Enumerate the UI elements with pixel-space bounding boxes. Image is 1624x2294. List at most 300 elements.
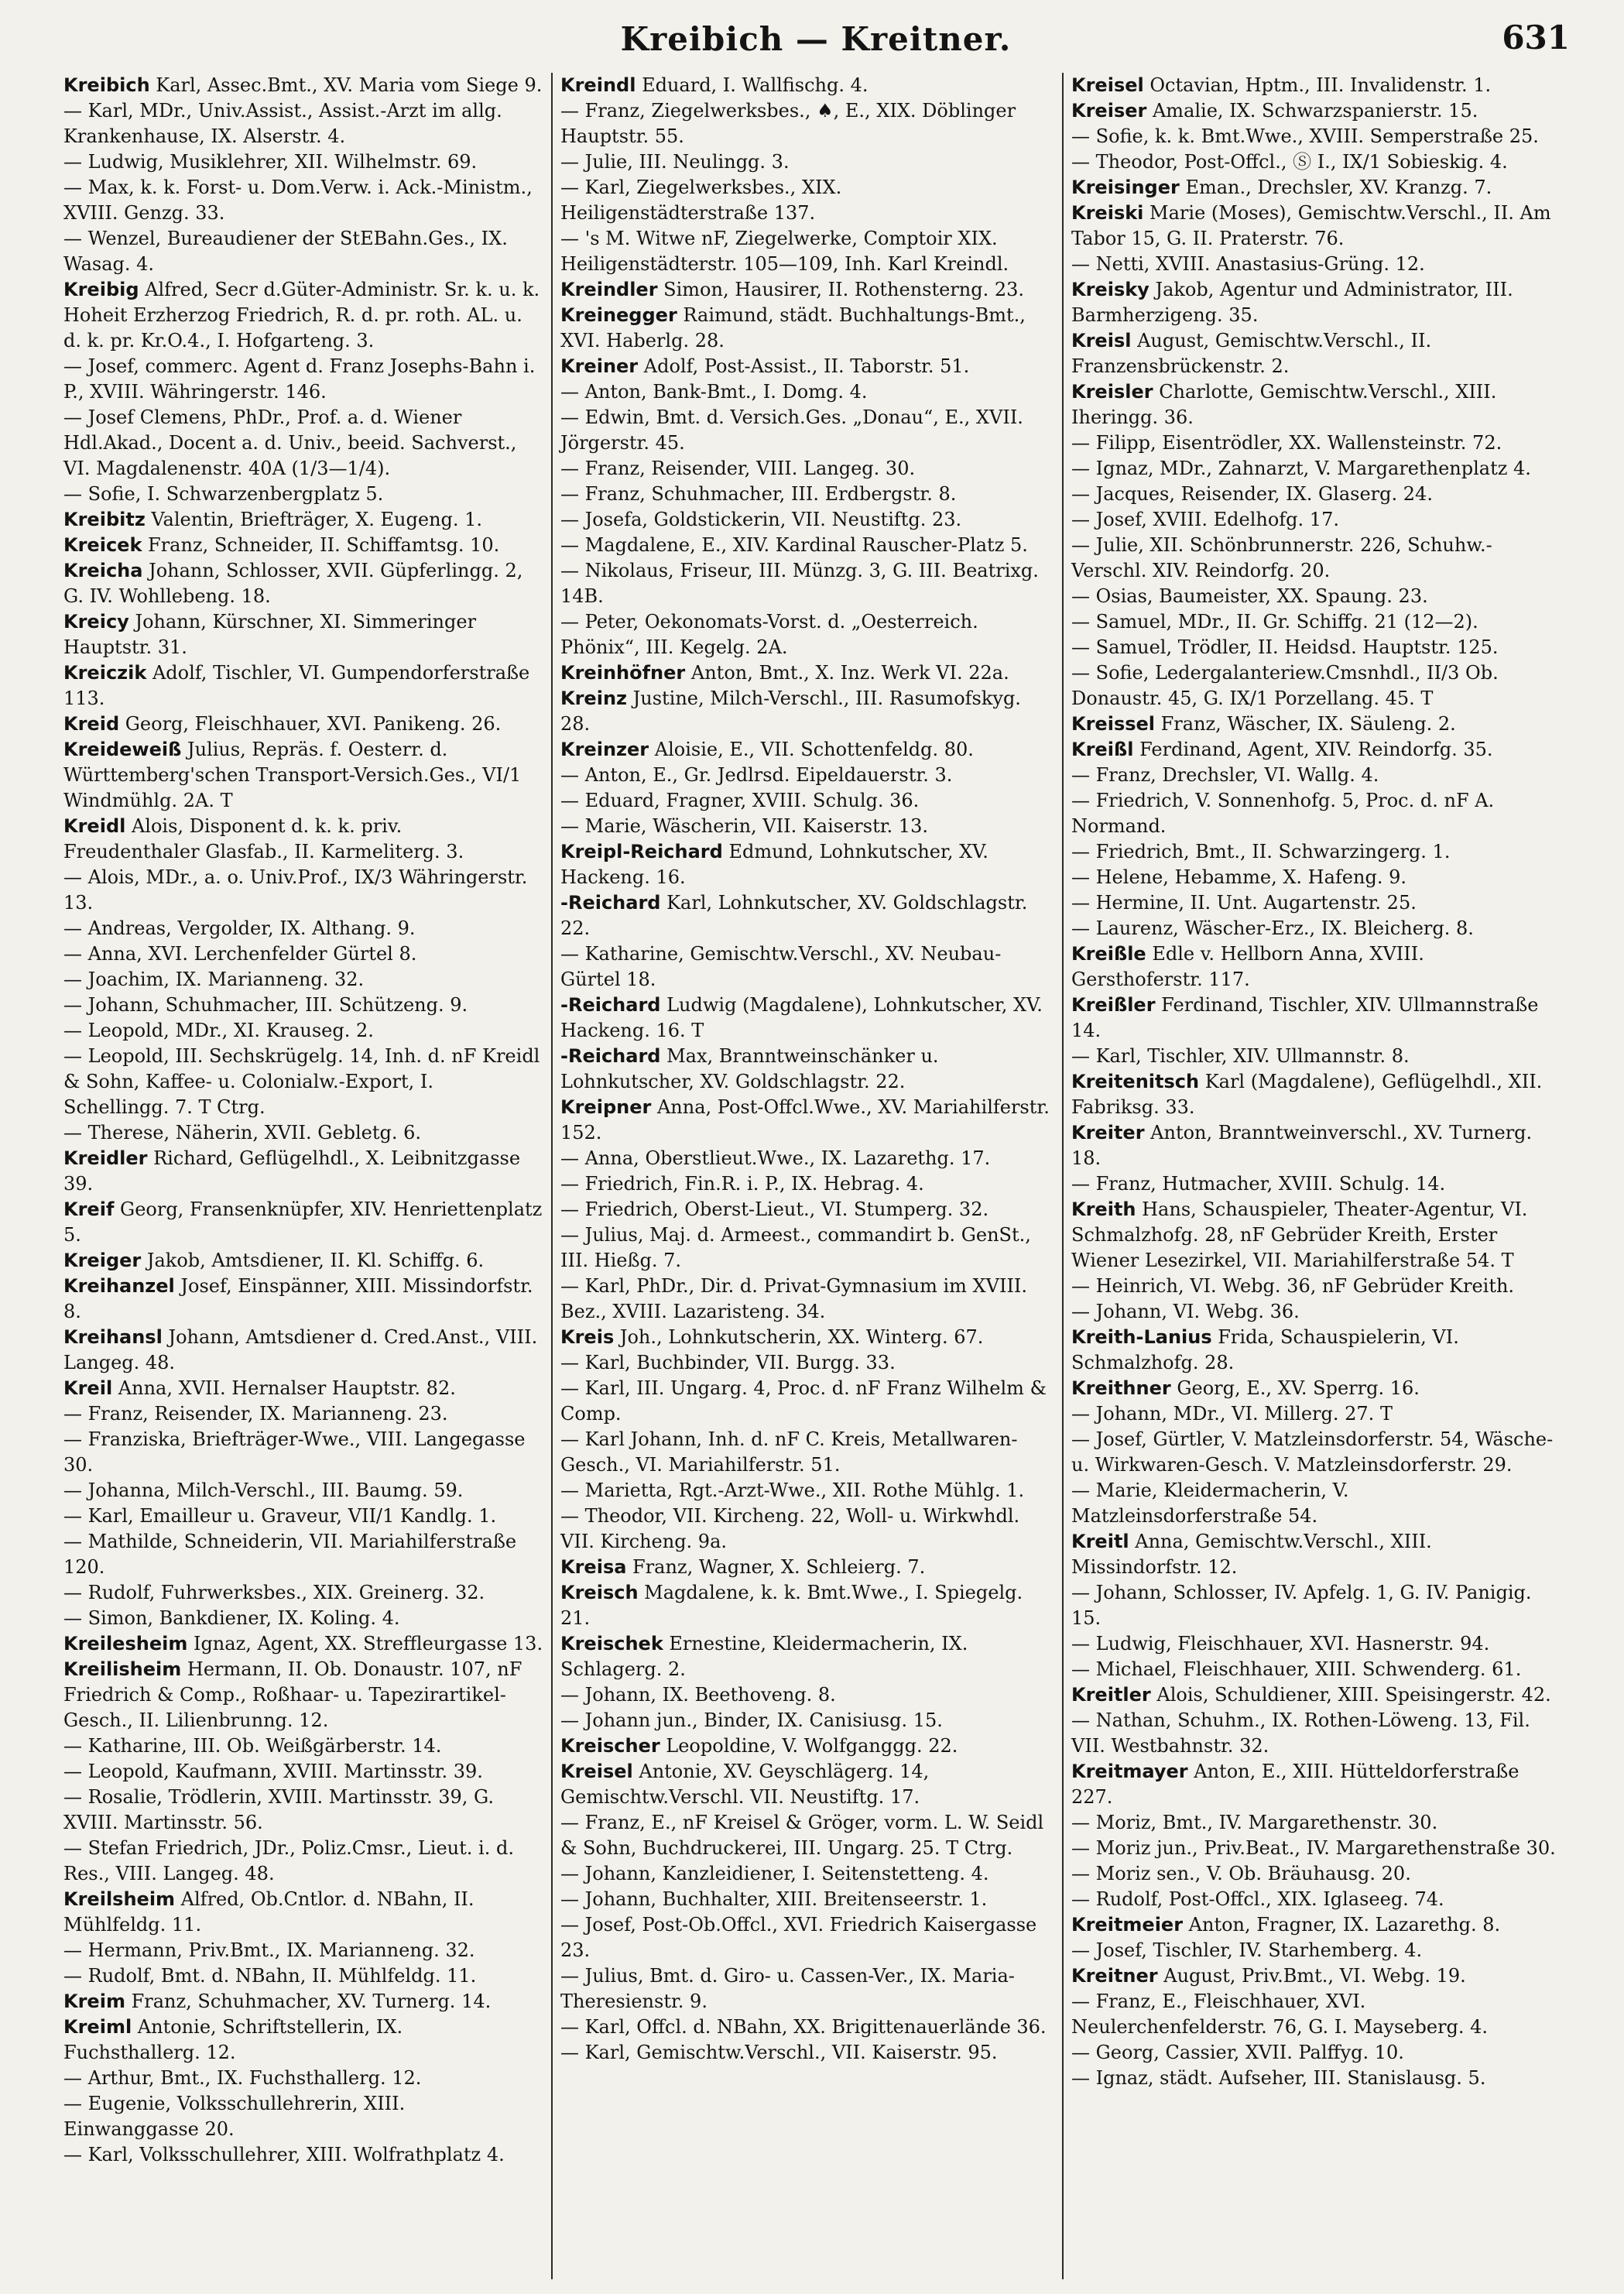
entry-details: — Karl, Emailleur u. Graveur, VII/1 Kandlg. 1. [63, 1505, 497, 1527]
entry-surname: Kreiml [63, 2016, 132, 2038]
directory-entry [1071, 533, 1561, 584]
directory-entry [1071, 1912, 1561, 1938]
directory-entry [63, 1785, 543, 1836]
entry-details: Octavian, Hptm., III. Invalidenstr. 1. [1143, 74, 1492, 96]
entry-details: Valentin, Briefträger, X. Eugeng. 1. [145, 509, 483, 530]
directory-entry [1071, 277, 1561, 328]
entry-details: Frida, Schauspielerin, VI. Schmalzhofg. 28. [1071, 1326, 1459, 1373]
entry-details: Marie (Moses), Gemischtw.Verschl., II. Am Tabor 15, G. II. Praterstr. 76. [1071, 202, 1551, 249]
entry-details: — Johanna, Milch-Verschl., III. Baumg. 59. [63, 1480, 464, 1501]
entry-surname: Kreitmeier [1071, 1914, 1184, 1936]
entry-details: Georg, Fleischhauer, XVI. Panikeng. 26. [119, 713, 502, 735]
directory-entry [1071, 1171, 1561, 1197]
directory-entry [560, 1376, 1054, 1427]
entry-surname: Kreibich [63, 74, 150, 96]
entry-surname: -Reichard [560, 892, 661, 914]
directory-entry [1071, 379, 1561, 430]
entry-details: — Sofie, k. k. Bmt.Wwe., XVIII. Semperstraße 25. [1071, 125, 1539, 147]
directory-entry [63, 149, 543, 175]
entry-details: Julius, Repräs. f. Oesterr. d. Württemberg'schen Transport-Versich.Ges., VI/1 Windmühlg. 2A. T [63, 739, 522, 811]
entry-details: Franz, Wagner, X. Schleierg. 7. [626, 1556, 926, 1578]
entry-details: Hermann, II. Ob. Donaustr. 107, nF Friedrich & Comp., Roßhaar- u. Tapezirartikel-Gesch., II. Lilienbrunng. 12. [63, 1658, 522, 1731]
directory-entry [1071, 788, 1561, 839]
directory-entry [63, 1836, 543, 1887]
entry-details: Jakob, Agentur und Administrator, III. Barmherzigeng. 35. [1071, 279, 1513, 326]
entry-details: — Rosalie, Trödlerin, XVIII. Martinsstr. 39, G. XVIII. Martinsstr. 56. [63, 1786, 494, 1833]
directory-entry [560, 2040, 1054, 2066]
directory-entry [1071, 635, 1561, 660]
entry-details: — Joachim, IX. Marianneng. 32. [63, 969, 365, 990]
entry-surname: Kreibitz [63, 509, 146, 530]
directory-entry [560, 890, 1054, 941]
entry-details: Richard, Geflügelhdl., X. Leibnitzgasse 39. [63, 1147, 521, 1195]
directory-entry [63, 1938, 543, 1963]
directory-entry [1071, 1836, 1561, 1861]
entry-details: — Eugenie, Volksschullehrerin, XIII. Einwanggasse 20. [63, 2093, 406, 2140]
entry-details: Ludwig (Magdalene), Lohnkutscher, XV. Hackeng. 16. T [560, 994, 1043, 1041]
entry-details: Justine, Milch-Verschl., III. Rasumofskyg. 28. [560, 688, 1021, 735]
directory-entry [560, 993, 1054, 1044]
directory-entry [1071, 73, 1561, 98]
directory-entry [1071, 993, 1561, 1044]
directory-entry [1071, 763, 1561, 788]
entry-surname: Kreischer [560, 1735, 660, 1757]
entry-details: — Johann, Schlosser, IV. Apfelg. 1, G. IV. Panigig. 15. [1071, 1582, 1532, 1629]
directory-entry [63, 98, 543, 149]
directory-entry [560, 1222, 1054, 1274]
entry-details: — Julie, XII. Schönbrunnerstr. 226, Schuhw.-Verschl. XIV. Reindorfg. 20. [1071, 534, 1492, 581]
entry-surname: Kreicek [63, 534, 142, 556]
directory-entry [63, 1120, 543, 1146]
entry-details: Karl (Magdalene), Geflügelhdl., XII. Fabriksg. 33. [1071, 1071, 1543, 1118]
entry-details: — Alois, MDr., a. o. Univ.Prof., IX/3 Währingerstr. 13. [63, 866, 528, 914]
directory-entry [1071, 1044, 1561, 1069]
directory-entry [560, 507, 1054, 533]
entry-details: — Theodor, Post-Offcl., Ⓢ I., IX/1 Sobieskig. 4. [1071, 151, 1508, 173]
directory-entry [1071, 1708, 1561, 1759]
entry-details: — Netti, XVIII. Anastasius-Grüng. 12. [1071, 253, 1425, 275]
entry-details: — Marietta, Rgt.-Arzt-Wwe., XII. Rothe Mühlg. 1. [560, 1480, 1025, 1501]
directory-entry [560, 1887, 1054, 1912]
directory-entry [63, 1018, 543, 1044]
directory-entry [1071, 584, 1561, 609]
directory-entry [1071, 507, 1561, 533]
directory-entry [1071, 1759, 1561, 1810]
directory-entry [1071, 737, 1561, 763]
entry-details: — Julius, Bmt. d. Giro- u. Cassen-Ver., IX. Maria-Theresienstr. 9. [560, 1965, 1015, 2012]
entry-surname: Kreis [560, 1326, 615, 1348]
directory-entry [1071, 1810, 1561, 1836]
entry-details: — Johann, Buchhalter, XIII. Breitenseerstr. 1. [560, 1888, 988, 1910]
directory-entry [560, 1350, 1054, 1376]
entry-details: Ernestine, Kleidermacherin, IX. Schlagerg. 2. [560, 1633, 968, 1680]
entry-details: — Karl, III. Ungarg. 4, Proc. d. nF Franz Wilhelm & Comp. [560, 1377, 1047, 1425]
entry-details: Ignaz, Agent, XX. Streffleurgasse 13. [187, 1633, 543, 1654]
entry-details: — Karl, MDr., Univ.Assist., Assist.-Arzt im allg. Krankenhause, IX. Alserstr. 4. [63, 100, 502, 147]
directory-entry [1071, 201, 1561, 252]
directory-entry [1071, 175, 1561, 201]
entry-details: — Eduard, Fragner, XVIII. Schulg. 36. [560, 790, 920, 811]
entry-details: — Julie, III. Neulingg. 3. [560, 151, 790, 173]
directory-entry [63, 354, 543, 405]
entry-surname: Kreidler [63, 1147, 148, 1169]
entry-details: — Anton, Bank-Bmt., I. Domg. 4. [560, 381, 868, 403]
directory-entry [1071, 1427, 1561, 1478]
directory-entry [63, 737, 543, 814]
entry-details: Antonie, Schriftstellerin, IX. Fuchsthallerg. 12. [63, 2016, 403, 2063]
entry-details: Max, Branntweinschänker u. Lohnkutscher, XV. Goldschlagstr. 22. [560, 1045, 939, 1092]
directory-entry [560, 1733, 1054, 1759]
entry-surname: Kreißl [1071, 739, 1134, 760]
directory-entry [63, 2091, 543, 2142]
entry-details: — Franz, Reisender, IX. Marianneng. 23. [63, 1403, 448, 1425]
entry-details: Franz, Schuhmacher, XV. Turnerg. 14. [125, 1991, 492, 2012]
directory-entry [1071, 1376, 1561, 1401]
entry-details: — Leopold, III. Sechskrügelg. 14, Inh. d. nF Kreidl & Sohn, Kaffee- u. Colonialw.-Export, I. Schellingg. 7. T Ctrg. [63, 1045, 540, 1118]
entry-details: Alois, Schuldiener, XIII. Speisingerstr. 42. [1150, 1684, 1551, 1706]
entry-details: Edmund, Lohnkutscher, XV. Hackeng. 16. [560, 841, 988, 888]
directory-entry [63, 865, 543, 916]
entry-details: Alfred, Secr d.Güter-Administr. Sr. k. u. k. Hoheit Erzherzog Friedrich, R. d. pr. roth. AL. u. d. k. pr. Kr.O.4., I. Hofgarteng. 3. [63, 279, 540, 351]
entry-surname: Kreiner [560, 355, 639, 377]
directory-entry [560, 456, 1054, 482]
entry-surname: Kreideweiß [63, 739, 182, 760]
entry-details: Leopoldine, V. Wolfganggg. 22. [660, 1735, 958, 1757]
entry-details: — Jacques, Reisender, IX. Glaserg. 24. [1071, 483, 1433, 505]
entry-details: — Friedrich, Bmt., II. Schwarzingerg. 1. [1071, 841, 1451, 862]
directory-entry [63, 660, 543, 712]
directory-columns [56, 73, 1568, 2279]
entry-details: — Heinrich, VI. Webg. 36, nF Gebrüder Kreith. [1071, 1275, 1515, 1297]
entry-details: — Therese, Näherin, XVII. Gebletg. 6. [63, 1122, 421, 1144]
entry-details: — Friedrich, Fin.R. i. P., IX. Hebrag. 4. [560, 1173, 924, 1195]
directory-entry [63, 1887, 543, 1938]
directory-entry [560, 1197, 1054, 1222]
entry-details: — Magdalene, E., XIV. Kardinal Rauscher-Platz 5. [560, 534, 1028, 556]
entry-details: — Filipp, Eisentrödler, XX. Wallensteinstr. 72. [1071, 432, 1502, 454]
entry-details: — Sofie, Ledergalanteriew.Cmsnhdl., II/3 Ob. Donaustr. 45, G. IX/1 Porzellang. 45. T [1071, 662, 1499, 709]
entry-details: — Leopold, Kaufmann, XVIII. Martinsstr. 39. [63, 1761, 483, 1782]
entry-surname: Kreihansl [63, 1326, 163, 1348]
directory-entry [63, 533, 543, 558]
entry-details: — Anna, Oberstlieut.Wwe., IX. Lazarethg. 17. [560, 1147, 991, 1169]
directory-entry [63, 507, 543, 533]
directory-entry [560, 1504, 1054, 1555]
entry-surname: Kreisel [560, 1761, 633, 1782]
directory-entry [560, 482, 1054, 507]
directory-entry [1071, 1478, 1561, 1529]
entry-surname: Kreisinger [1071, 177, 1180, 198]
entry-details: — Simon, Bankdiener, IX. Koling. 4. [63, 1607, 400, 1629]
entry-details: — Franz, E., Fleischhauer, XVI. Neulerchenfelderstr. 76, G. I. Mayseberg. 4. [1071, 1991, 1489, 2038]
entry-details: Johann, Amtsdiener d. Cred.Anst., VIII. Langeg. 48. [63, 1326, 538, 1373]
entry-details: — Josef, Post-Ob.Offcl., XVI. Friedrich Kaisergasse 23. [560, 1914, 1037, 1961]
directory-entry [560, 1759, 1054, 1810]
directory-entry [63, 1248, 543, 1274]
directory-entry [63, 2142, 543, 2168]
entry-details: — Josef Clemens, PhDr., Prof. a. d. Wiener Hdl.Akad., Docent a. d. Univ., beeid. Sachverst., VI. Magdalenenstr. 40A (1/3—1/4). [63, 406, 517, 479]
entry-details: Josef, Einspänner, XIII. Missindorfstr. 8. [63, 1275, 533, 1322]
entry-details: — Edwin, Bmt. d. Versich.Ges. „Donau“, E., XVII. Jörgerstr. 45. [560, 406, 1023, 454]
entry-details: — Marie, Kleidermacherin, V. Matzleinsdorferstraße 54. [1071, 1480, 1349, 1527]
directory-entry [560, 405, 1054, 456]
entry-details: Georg, E., XV. Sperrg. 16. [1170, 1377, 1420, 1399]
entry-surname: Kreißler [1071, 994, 1156, 1016]
directory-entry [1071, 1529, 1561, 1580]
entry-surname: Kreitmayer [1071, 1761, 1188, 1782]
entry-details: — 's M. Witwe nF, Ziegelwerke, Comptoir XIX. Heiligenstädterstr. 105—109, Inh. Karl Kreindl. [560, 228, 1009, 275]
directory-entry [1071, 712, 1561, 737]
directory-entry [560, 1274, 1054, 1325]
entry-details: — Samuel, Trödler, II. Heidsd. Hauptstr. 125. [1071, 636, 1499, 658]
directory-entry [1071, 1887, 1561, 1912]
entry-details: — Johann jun., Binder, IX. Canisiusg. 15. [560, 1709, 943, 1731]
directory-entry [1071, 482, 1561, 507]
entry-details: — Michael, Fleischhauer, XIII. Schwenderg. 61. [1071, 1658, 1522, 1680]
entry-surname: Kreihanzel [63, 1275, 175, 1297]
directory-entry [1071, 1657, 1561, 1682]
directory-entry [560, 788, 1054, 814]
entry-details: — Karl, Offcl. d. NBahn, XX. Brigittenauerlände 36. [560, 2016, 1047, 2038]
entry-surname: Kreinhöfner [560, 662, 686, 684]
entry-details: Adolf, Tischler, VI. Gumpendorferstraße 113. [63, 662, 530, 709]
entry-surname: Kreitler [1071, 1684, 1151, 1706]
entry-details: Edle v. Hellborn Anna, XVIII. Gersthoferstr. 117. [1071, 943, 1424, 990]
directory-entry [1071, 2066, 1561, 2091]
entry-details: — Josef, commerc. Agent d. Franz Josephs-Bahn i. P., XVIII. Währingerstr. 146. [63, 355, 536, 403]
directory-column-2 [551, 73, 1062, 2279]
entry-details: Anna, Gemischtw.Verschl., XIII. Missindorfstr. 12. [1071, 1531, 1432, 1578]
entry-details: — Katharine, III. Ob. Weißgärberstr. 14. [63, 1735, 442, 1757]
directory-entry [1071, 1631, 1561, 1657]
entry-surname: Kreipner [560, 1096, 652, 1118]
entry-details: — Franziska, Briefträger-Wwe., VIII. Langegasse 30. [63, 1428, 526, 1476]
directory-entry [560, 277, 1054, 303]
directory-entry [63, 1657, 543, 1733]
directory-entry [560, 2015, 1054, 2040]
entry-details: — Rudolf, Bmt. d. NBahn, II. Mühlfeldg. 11. [63, 1965, 477, 1987]
directory-entry [560, 609, 1054, 660]
entry-details: Anton, Fragner, IX. Lazarethg. 8. [1183, 1914, 1501, 1936]
entry-details: — Ludwig, Fleischhauer, XVI. Hasnerstr. 94. [1071, 1633, 1490, 1654]
directory-entry [560, 1963, 1054, 2015]
entry-details: — Franz, Schuhmacher, III. Erdbergstr. 8. [560, 483, 957, 505]
directory-entry [560, 814, 1054, 839]
entry-surname: Kreiter [1071, 1122, 1145, 1144]
entry-surname: Kreidl [63, 815, 126, 837]
directory-entry [560, 1861, 1054, 1887]
entry-details: — Johann, Kanzleidiener, I. Seitenstetteng. 4. [560, 1863, 989, 1884]
entry-details: Anton, Bmt., X. Inz. Werk VI. 22a. [685, 662, 1009, 684]
directory-entry [63, 405, 543, 482]
entry-surname: Kreisler [1071, 381, 1153, 403]
directory-entry [63, 1733, 543, 1759]
entry-details: — Moriz, Bmt., IV. Margarethenstr. 30. [1071, 1812, 1438, 1833]
directory-entry [1071, 1963, 1561, 1989]
page-header [54, 11, 1578, 67]
entry-details: — Mathilde, Schneiderin, VII. Mariahilferstraße 120. [63, 1531, 517, 1578]
directory-entry [560, 1631, 1054, 1682]
directory-entry [560, 303, 1054, 354]
directory-entry [560, 354, 1054, 379]
entry-details: — Anna, XVI. Lerchenfelder Gürtel 8. [63, 943, 417, 965]
directory-entry [560, 1325, 1054, 1350]
entry-details: — Karl, Buchbinder, VII. Burgg. 33. [560, 1352, 896, 1373]
entry-details: — Samuel, MDr., II. Gr. Schiffg. 21 (12—2). [1071, 611, 1478, 633]
directory-entry [560, 686, 1054, 737]
entry-details: — Karl, Gemischtw.Verschl., VII. Kaiserstr. 95. [560, 2042, 998, 2063]
entry-details: — Hermann, Priv.Bmt., IX. Marianneng. 32. [63, 1939, 475, 1961]
entry-details: — Nikolaus, Friseur, III. Münzg. 3, G. III. Beatrixg. 14B. [560, 560, 1039, 607]
directory-entry [63, 814, 543, 865]
entry-surname: Kreitl [1071, 1531, 1129, 1552]
entry-details: — Franz, E., nF Kreisel & Gröger, vorm. L. W. Seidl & Sohn, Buchdruckerei, III. Ungarg. 25. T Ctrg. [560, 1812, 1044, 1859]
entry-details: — Josef, XVIII. Edelhofg. 17. [1071, 509, 1339, 530]
entry-surname: Kreim [63, 1991, 125, 2012]
entry-details: — Arthur, Bmt., IX. Fuchsthallerg. 12. [63, 2067, 422, 2089]
directory-entry [63, 1478, 543, 1504]
directory-entry [560, 1044, 1054, 1095]
directory-column-1 [56, 73, 551, 2279]
directory-column-3 [1062, 73, 1568, 2279]
entry-details: — Johann, Schuhmacher, III. Schützeng. 9. [63, 994, 468, 1016]
directory-entry [1071, 328, 1561, 379]
directory-entry [560, 98, 1054, 149]
entry-surname: Kreisky [1071, 279, 1149, 300]
entry-details: — Theodor, VII. Kircheng. 22, Woll- u. Wirkwhdl. VII. Kircheng. 9a. [560, 1505, 1020, 1552]
directory-entry [1071, 1682, 1561, 1708]
entry-details: — Nathan, Schuhm., IX. Rothen-Löweng. 13, Fil. VII. Westbahnstr. 32. [1071, 1709, 1530, 1757]
entry-details: — Karl, Tischler, XIV. Ullmannstr. 8. [1071, 1045, 1410, 1067]
entry-details: Karl, Lohnkutscher, XV. Goldschlagstr. 22. [560, 892, 1028, 939]
directory-entry [1071, 660, 1561, 712]
entry-details: Johann, Schlosser, XVII. Güpferlingg. 2, G. IV. Wohllebeng. 18. [63, 560, 523, 607]
directory-entry [1071, 124, 1561, 149]
entry-details: — Leopold, MDr., XI. Krauseg. 2. [63, 1020, 374, 1041]
directory-entry [63, 712, 543, 737]
entry-surname: Kreith-Lanius [1071, 1326, 1212, 1348]
entry-details: Franz, Wäscher, IX. Säuleng. 2. [1155, 713, 1456, 735]
directory-entry [560, 1555, 1054, 1580]
entry-details: — Josef, Tischler, IV. Starhemberg. 4. [1071, 1939, 1423, 1961]
directory-entry [63, 558, 543, 609]
directory-entry [63, 1197, 543, 1248]
directory-entry [63, 73, 543, 98]
entry-details: Jakob, Amtsdiener, II. Kl. Schiffg. 6. [141, 1250, 485, 1271]
entry-details: Georg, Fransenknüpfer, XIV. Henriettenplatz 5. [63, 1198, 543, 1246]
directory-entry [63, 967, 543, 993]
running-head: Kreibich — Kreitner. [620, 20, 1012, 58]
entry-details: Joh., Lohnkutscherin, XX. Winterg. 67. [614, 1326, 984, 1348]
entry-details: — Franz, Reisender, VIII. Langeg. 30. [560, 458, 916, 479]
entry-details: — Karl Johann, Inh. d. nF C. Kreis, Metallwaren-Gesch., VI. Mariahilferstr. 51. [560, 1428, 1018, 1476]
directory-entry [63, 1606, 543, 1631]
directory-entry [560, 379, 1054, 405]
entry-surname: Kreif [63, 1198, 115, 1220]
directory-entry [63, 1325, 543, 1376]
entry-details: — Josefa, Goldstickerin, VII. Neustiftg. 23. [560, 509, 962, 530]
entry-surname: Kreipl-Reichard [560, 841, 723, 862]
directory-entry [560, 737, 1054, 763]
directory-entry [63, 1274, 543, 1325]
entry-details: Raimund, städt. Buchhaltungs-Bmt., XVI. Haberlg. 28. [560, 304, 1026, 351]
directory-entry [1071, 98, 1561, 124]
directory-entry [1071, 252, 1561, 277]
directory-entry [560, 839, 1054, 890]
entry-surname: Kreinz [560, 688, 627, 709]
entry-details: Aloisie, E., VII. Schottenfeldg. 80. [649, 739, 974, 760]
entry-details: — Friedrich, Oberst-Lieut., VI. Stumperg. 32. [560, 1198, 989, 1220]
entry-details: — Josef, Gürtler, V. Matzleinsdorferstr. 54, Wäsche- u. Wirkwaren-Gesch. V. Matzleinsdorferstr. 29. [1071, 1428, 1554, 1476]
entry-details: Eman., Drechsler, XV. Kranzg. 7. [1179, 177, 1492, 198]
entry-details: — Sofie, I. Schwarzenbergplatz 5. [63, 483, 384, 505]
directory-entry [63, 609, 543, 660]
entry-surname: Kreissel [1071, 713, 1156, 735]
directory-entry [1071, 890, 1561, 916]
directory-entry [63, 1401, 543, 1427]
entry-surname: Kreitner [1071, 1965, 1158, 1987]
directory-entry [63, 1963, 543, 1989]
directory-entry [63, 993, 543, 1018]
directory-entry [63, 175, 543, 226]
entry-surname: Kreindl [560, 74, 636, 96]
entry-details: Ferdinand, Tischler, XIV. Ullmannstraße 14. [1071, 994, 1539, 1041]
directory-entry [1071, 865, 1561, 890]
entry-details: — Johann, MDr., VI. Millerg. 27. T [1071, 1403, 1393, 1425]
entry-details: — Johann, IX. Beethoveng. 8. [560, 1684, 836, 1706]
entry-details: — Osias, Baumeister, XX. Spaung. 23. [1071, 585, 1428, 607]
entry-details: Hans, Schauspieler, Theater-Agentur, VI. Schmalzhofg. 28, nF Gebrüder Kreith, Erster Wiener Lesezirkel, VII. Mariahilferstraße 54. T [1071, 1198, 1528, 1271]
entry-surname: Kreicy [63, 611, 129, 633]
entry-surname: Kreid [63, 713, 120, 735]
entry-surname: Kreiger [63, 1250, 142, 1271]
entry-details: — Franz, Hutmacher, XVIII. Schulg. 14. [1071, 1173, 1446, 1195]
directory-entry [560, 763, 1054, 788]
directory-entry [1071, 1401, 1561, 1427]
entry-details: — Marie, Wäscherin, VII. Kaiserstr. 13. [560, 815, 928, 837]
entry-details: — Moriz sen., V. Ob. Bräuhausg. 20. [1071, 1863, 1411, 1884]
entry-details: Johann, Kürschner, XI. Simmeringer Hauptstr. 31. [63, 611, 477, 658]
directory-entry [560, 73, 1054, 98]
directory-entry [560, 175, 1054, 226]
directory-entry [63, 1504, 543, 1529]
directory-entry [63, 1580, 543, 1606]
entry-surname: Kreithner [1071, 1377, 1171, 1399]
directory-entry [560, 941, 1054, 993]
entry-surname: Kreilesheim [63, 1633, 188, 1654]
directory-entry [63, 1759, 543, 1785]
directory-entry [63, 482, 543, 507]
entry-details: — Georg, Cassier, XVII. Palffyg. 10. [1071, 2042, 1404, 2063]
entry-details: Anton, E., XIII. Hütteldorferstraße 227. [1071, 1761, 1520, 1808]
entry-details: — Anton, E., Gr. Jedlrsd. Eipeldauerstr. 3. [560, 764, 953, 786]
entry-surname: Kreisl [1071, 330, 1132, 351]
directory-entry [1071, 1325, 1561, 1376]
entry-surname: Kreicha [63, 560, 143, 581]
entry-surname: Kreilisheim [63, 1658, 182, 1680]
entry-details: Alois, Disponent d. k. k. priv. Freudenthaler Glasfab., II. Karmeliterg. 3. [63, 815, 464, 862]
directory-entry [560, 1682, 1054, 1708]
entry-surname: Kreiser [1071, 100, 1147, 122]
entry-details: — Max, k. k. Forst- u. Dom.Verw. i. Ack.-Ministm., XVIII. Genzg. 33. [63, 177, 533, 224]
entry-surname: Kreil [63, 1377, 113, 1399]
directory-entry [1071, 149, 1561, 175]
directory-entry [560, 660, 1054, 686]
entry-details: — Karl, Ziegelwerksbes., XIX. Heiligenstädterstraße 137. [560, 177, 842, 224]
entry-surname: Kreisa [560, 1556, 627, 1578]
directory-entry [560, 1146, 1054, 1171]
entry-details: August, Priv.Bmt., VI. Webg. 19. [1157, 1965, 1466, 1987]
